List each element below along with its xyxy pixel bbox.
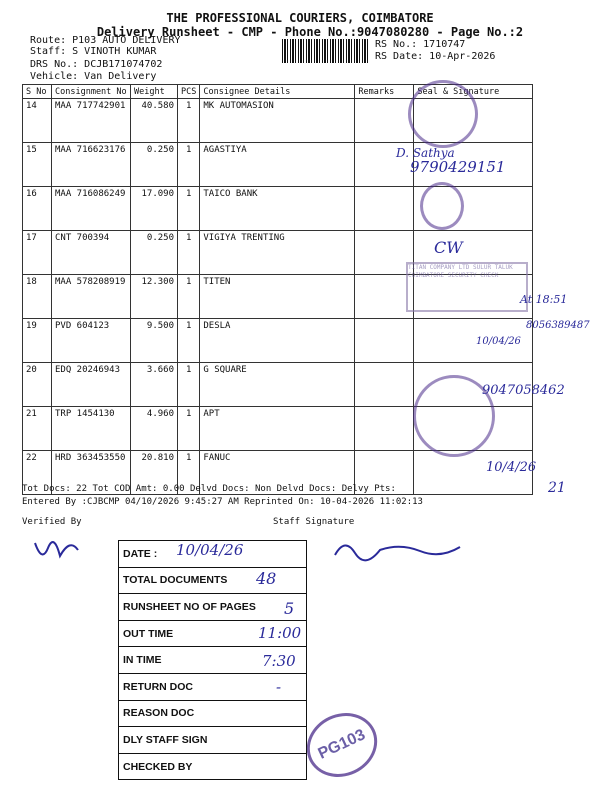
pg103-stamp: PG103 [296,702,387,789]
col-sno: S No [23,85,52,99]
row-consignee: TITEN [200,275,355,319]
col-consignee: Consignee Details [200,85,355,99]
row-consignee: APT [200,407,355,451]
row-pcs: 1 [178,99,200,143]
row-sno: 18 [23,275,52,319]
route-label: Route: P103 AUTO DELIVERY [30,35,181,46]
row-consignment: MAA 578208919 [52,275,131,319]
mk-lab-stamp [408,80,478,148]
row-sno: 16 [23,187,52,231]
row-pcs: 1 [178,363,200,407]
handwritten-name: D. Sathya [396,146,455,160]
row-consignment: HRD 363453550 [52,451,131,495]
row-sno: 19 [23,319,52,363]
bank-stamp [420,182,464,230]
row-consignee: MK AUTOMASION [200,99,355,143]
row-consignment: PVD 604123 [52,319,131,363]
handwritten-date: 10/04/26 [476,336,521,347]
sheet-return-doc-value: - [276,678,282,696]
row-consignment: MAA 716623176 [52,143,131,187]
sheet-reason-doc-label: REASON DOC [119,700,307,727]
col-remarks: Remarks [355,85,414,99]
row-remarks [355,363,414,407]
row-weight: 40.580 [131,99,178,143]
row-pcs: 1 [178,275,200,319]
row-consignment: MAA 716086249 [52,187,131,231]
row-remarks [355,407,414,451]
rs-number: RS No.: 1710747 [375,39,466,50]
verified-signature [30,528,90,568]
row-pcs: 1 [178,231,200,275]
sheet-date-label: DATE : [119,541,307,568]
titan-stamp: TITAN COMPANY LTD SULUR TALUK COIMBATORE SECURITY CHECK [406,262,528,312]
row-consignee: DESLA [200,319,355,363]
row-sno: 17 [23,231,52,275]
sheet-total-docs-label: TOTAL DOCUMENTS [119,567,307,594]
row-consignee: VIGIYA TRENTING [200,231,355,275]
row-sno: 20 [23,363,52,407]
sheet-date-value: 10/04/26 [176,541,244,559]
staff-signature [330,535,470,565]
row-remarks [355,99,414,143]
vehicle-label: Vehicle: Van Delivery [30,71,157,82]
verified-by-label: Verified By [22,517,82,527]
row-consignee: G SQUARE [200,363,355,407]
row-sno: 14 [23,99,52,143]
handwritten-date: 10/4/26 [486,460,537,475]
drs-label: DRS No.: DCJB171074702 [30,59,163,70]
barcode [282,39,370,63]
handwritten-phone: 9047058462 [482,383,565,398]
col-pcs: PCS [178,85,200,99]
row-remarks [355,319,414,363]
row-weight: 9.500 [131,319,178,363]
row-weight: 3.660 [131,363,178,407]
row-weight: 0.250 [131,143,178,187]
row-consignment: MAA 717742901 [52,99,131,143]
sheet-pages-value: 5 [284,599,295,618]
delvy-pts-value: 21 [548,480,566,496]
row-remarks [355,275,414,319]
row-consignment: TRP 1454130 [52,407,131,451]
col-weight: Weight [131,85,178,99]
row-pcs: 1 [178,187,200,231]
col-consignment: Consignment No [52,85,131,99]
row-consignment: EDQ 20246943 [52,363,131,407]
sheet-out-time-value: 11:00 [258,624,302,642]
sheet-return-doc-label: RETURN DOC [119,673,307,700]
sheet-in-time-value: 7:30 [262,652,296,670]
table-row [23,319,533,363]
row-remarks [355,187,414,231]
handwritten-phone: 8056389487 [526,320,590,331]
sheet-total-docs-value: 48 [256,569,277,588]
summary-line: Tot Docs: 22 Tot COD Amt: 0.00 Delvd Docs: Non Delvd Docs: Delvy Pts: [22,484,396,494]
staff-signature-label: Staff Signature [273,517,355,527]
sheet-in-time-label: IN TIME [119,647,307,674]
entered-by-line: Entered By :CJBCMP 04/10/2026 9:45:27 AM Reprinted On: 10-04-2026 11:02:13 [22,497,423,507]
row-weight: 4.960 [131,407,178,451]
row-pcs: 1 [178,143,200,187]
row-pcs: 1 [178,451,200,495]
row-sno: 21 [23,407,52,451]
row-consignee: TAICO BANK [200,187,355,231]
row-sno: 22 [23,451,52,495]
row-remarks [355,231,414,275]
row-sno: 15 [23,143,52,187]
row-weight: 17.090 [131,187,178,231]
row-weight: 0.250 [131,231,178,275]
row-weight: 12.300 [131,275,178,319]
row-consignee: AGASTIYA [200,143,355,187]
row-consignment: CNT 700394 [52,231,131,275]
runsheet-subtitle: Delivery Runsheet - CMP - Phone No.:9047080280 - Page No.:2 [96,25,524,39]
sheet-pages-label: RUNSHEET NO OF PAGES [119,594,307,621]
row-pcs: 1 [178,319,200,363]
handwritten-note: CW [434,238,463,257]
rs-date: RS Date: 10-Apr-2026 [375,51,496,62]
staff-label: Staff: S VINOTH KUMAR [30,46,157,57]
row-pcs: 1 [178,407,200,451]
handwritten-time: At 18:51 [520,293,568,306]
sheet-out-time-label: OUT TIME [119,620,307,647]
company-title: THE PROFESSIONAL COURIERS, COIMBATORE [166,11,434,25]
sheet-staff-sign-label: DLY STAFF SIGN [119,727,307,754]
row-consignee: FANUC [200,451,355,495]
sheet-checked-by-label: CHECKED BY [119,753,307,780]
handwritten-phone: 9790429151 [410,158,506,176]
row-weight: 20.810 [131,451,178,495]
col-seal: Seal & Signature [414,85,533,99]
